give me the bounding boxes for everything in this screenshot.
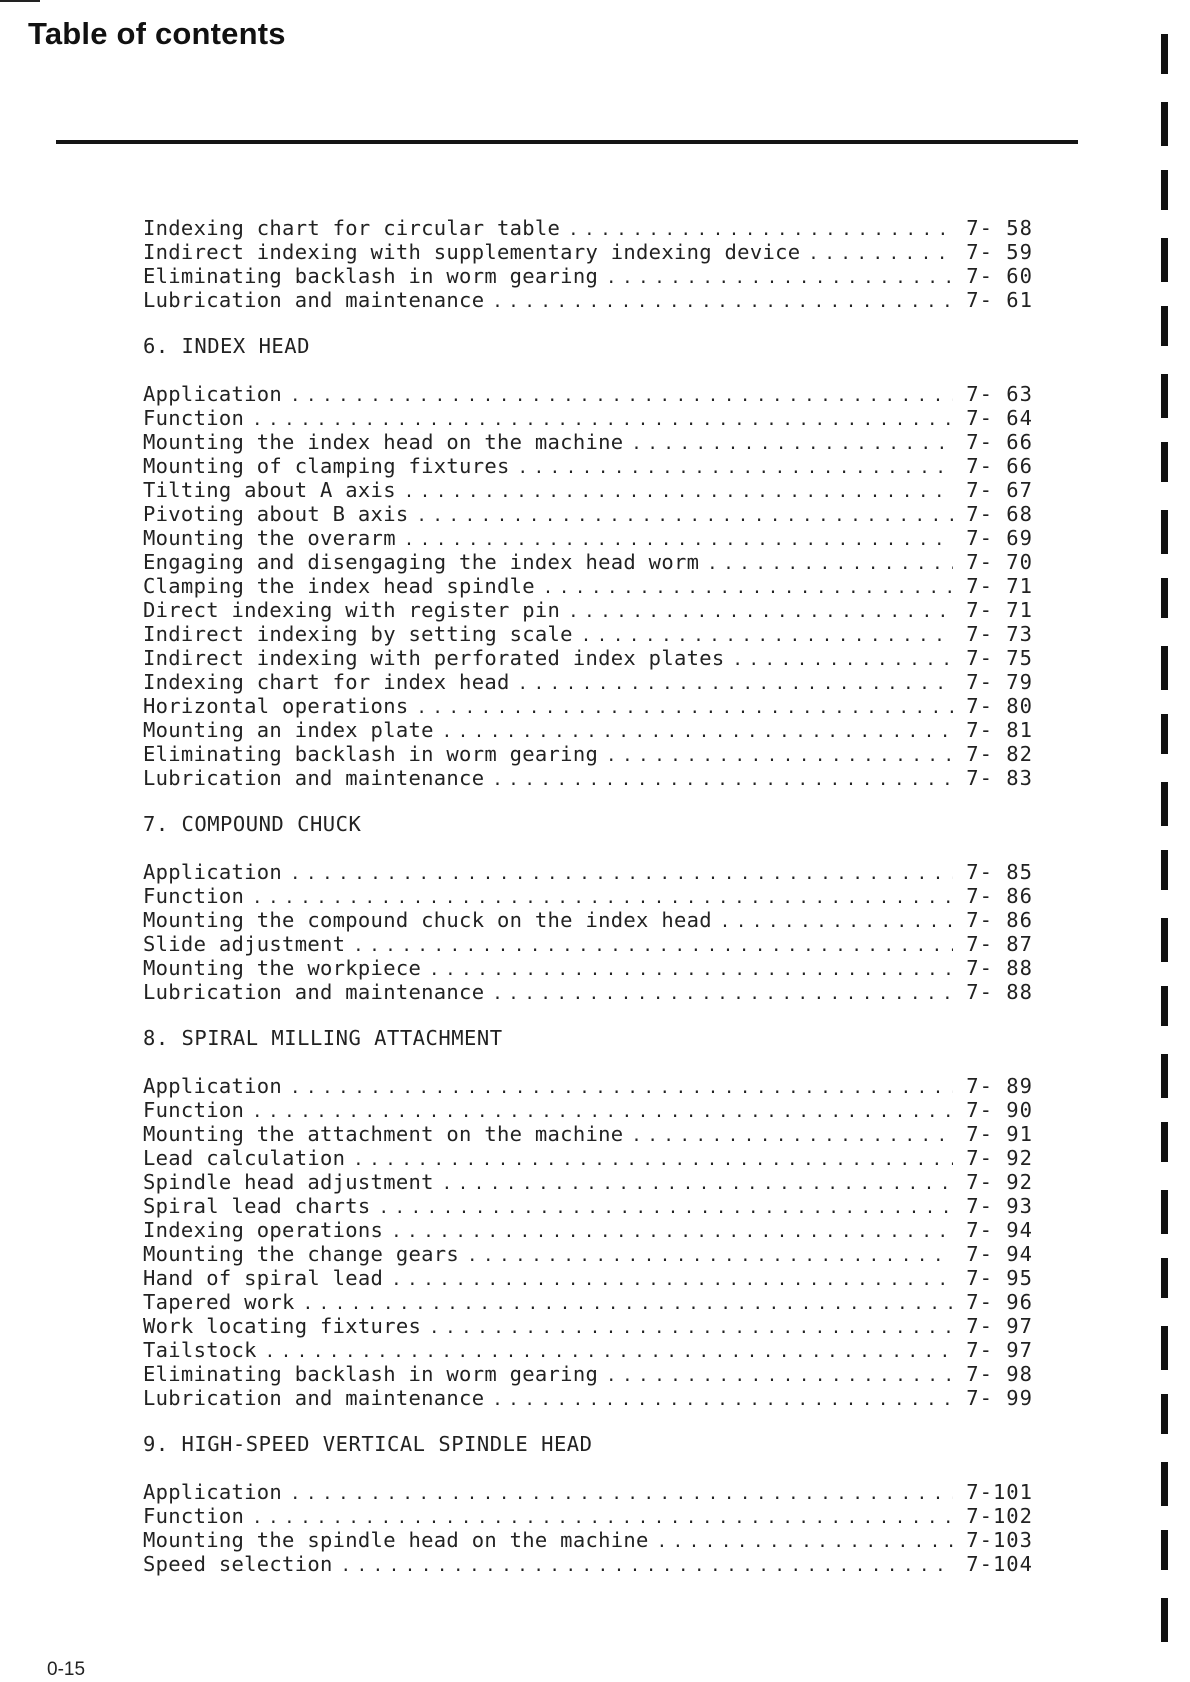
toc-entry: [143, 1314, 1033, 1338]
toc-entry: [143, 1170, 1033, 1194]
toc-entry: [143, 1218, 1033, 1242]
toc-entry: [143, 454, 1033, 478]
dot-leader: [353, 1146, 953, 1172]
margin-mark: [1161, 1190, 1168, 1234]
toc-entry-page: 7- 66: [966, 430, 1033, 454]
toc-entry-title: Lubrication and maintenance: [143, 1386, 485, 1410]
toc-entry: [143, 884, 1033, 908]
toc-entry-title: Direct indexing with register pin: [143, 598, 561, 622]
margin-mark: [1161, 374, 1168, 418]
toc-entry-title: Mounting the overarm: [143, 526, 396, 550]
section-heading: 8. SPIRAL MILLING ATTACHMENT: [143, 1026, 503, 1050]
toc-entry-title: Slide adjustment: [143, 932, 346, 956]
toc-entry: [143, 478, 1033, 502]
margin-mark: [1161, 442, 1168, 482]
toc-entry: [143, 1146, 1033, 1170]
dot-leader: [492, 766, 953, 792]
dot-leader: [467, 1242, 953, 1268]
dot-leader: [631, 430, 953, 456]
toc-entry-page: 7- 64: [966, 406, 1033, 430]
toc-entry: [143, 1194, 1033, 1218]
margin-mark: [1161, 986, 1168, 1026]
toc-entry-title: Function: [143, 1098, 245, 1122]
toc-entry-title: Pivoting about B axis: [143, 502, 409, 526]
margin-mark: [1161, 646, 1168, 690]
toc-entry-page: 7- 71: [966, 574, 1033, 598]
toc-entry: [143, 670, 1033, 694]
toc-section-index-head: [143, 334, 1033, 790]
title-rule: [56, 140, 1078, 144]
toc-entry: [143, 550, 1033, 574]
margin-mark: [1161, 1258, 1168, 1298]
toc-entry: [143, 264, 1033, 288]
toc-entry-page: 7- 68: [966, 502, 1033, 526]
dot-leader: [707, 550, 953, 576]
dot-leader: [290, 860, 953, 886]
dot-leader: [442, 1170, 953, 1196]
dot-leader: [353, 932, 953, 958]
margin-mark: [1161, 1326, 1168, 1370]
dot-leader: [416, 502, 953, 528]
toc-entry-page: 7- 73: [966, 622, 1033, 646]
dot-leader: [404, 526, 953, 552]
toc-entry-title: Hand of spiral lead: [143, 1266, 384, 1290]
toc-entry-page: 7- 60: [966, 264, 1033, 288]
toc-entry-page: 7- 91: [966, 1122, 1033, 1146]
toc-entry-page: 7- 81: [966, 718, 1033, 742]
toc-entry: [143, 1504, 1033, 1528]
margin-mark: [1161, 1530, 1168, 1570]
dot-leader: [379, 1194, 953, 1220]
margin-mark: [1161, 238, 1168, 282]
toc-entry-page: 7- 95: [966, 1266, 1033, 1290]
toc-entry: [143, 598, 1033, 622]
dot-leader: [518, 454, 953, 480]
toc-entry-title: Mounting an index plate: [143, 718, 434, 742]
toc-entry-page: 7- 88: [966, 956, 1033, 980]
toc-entry-title: Eliminating backlash in worm gearing: [143, 742, 599, 766]
toc-entry-page: 7-101: [966, 1480, 1033, 1504]
toc-entry: [143, 1480, 1033, 1504]
toc-section-compound-chuck: [143, 812, 1033, 1004]
toc-entry-title: Tapered work: [143, 1290, 295, 1314]
toc-entry-page: 7- 75: [966, 646, 1033, 670]
toc-entry: [143, 382, 1033, 406]
dot-leader: [808, 240, 953, 266]
dot-leader: [518, 670, 953, 696]
toc-entry-title: Mounting the attachment on the machine: [143, 1122, 624, 1146]
table-of-contents: [143, 216, 1033, 1598]
toc-entry: [143, 1074, 1033, 1098]
toc-entry-title: Function: [143, 406, 245, 430]
toc-entry-page: 7- 61: [966, 288, 1033, 312]
toc-entry: [143, 742, 1033, 766]
toc-entry: [143, 1362, 1033, 1386]
dot-leader: [265, 1338, 953, 1364]
toc-entry: [143, 718, 1033, 742]
margin-mark: [1161, 1598, 1168, 1642]
toc-entry-title: Tailstock: [143, 1338, 257, 1362]
toc-section-vertical-spindle: [143, 1432, 1033, 1576]
margin-mark: [1161, 1054, 1168, 1098]
toc-entry-page: 7- 97: [966, 1314, 1033, 1338]
toc-entry-title: Engaging and disengaging the index head worm: [143, 550, 700, 574]
toc-entry: [143, 1290, 1033, 1314]
toc-entry: [143, 216, 1033, 240]
toc-entry-page: 7- 58: [966, 216, 1033, 240]
toc-entry-page: 7- 86: [966, 908, 1033, 932]
toc-entry: [143, 1266, 1033, 1290]
toc-entry-page: 7- 80: [966, 694, 1033, 718]
toc-entry: [143, 240, 1033, 264]
toc-entry: [143, 288, 1033, 312]
dot-leader: [606, 264, 953, 290]
toc-entry-title: Application: [143, 382, 283, 406]
dot-leader: [657, 1528, 953, 1554]
margin-mark: [1161, 850, 1168, 890]
toc-entry-page: 7- 94: [966, 1218, 1033, 1242]
toc-entry-title: Function: [143, 884, 245, 908]
toc-entry-page: 7- 92: [966, 1146, 1033, 1170]
toc-entry-page: 7- 96: [966, 1290, 1033, 1314]
toc-entry-page: 7- 88: [966, 980, 1033, 1004]
toc-entry-page: 7- 71: [966, 598, 1033, 622]
dot-leader: [290, 1074, 953, 1100]
toc-entry: [143, 766, 1033, 790]
toc-entry-page: 7- 63: [966, 382, 1033, 406]
toc-entry-page: 7-102: [966, 1504, 1033, 1528]
dot-leader: [568, 216, 953, 242]
toc-entry-page: 7- 90: [966, 1098, 1033, 1122]
toc-entry-page: 7- 99: [966, 1386, 1033, 1410]
dot-leader: [720, 908, 953, 934]
toc-entry-page: 7- 69: [966, 526, 1033, 550]
dot-leader: [543, 574, 953, 600]
page-number: 0-15: [47, 1659, 86, 1680]
toc-entry-page: 7- 67: [966, 478, 1033, 502]
toc-entry-page: 7- 86: [966, 884, 1033, 908]
toc-entry-title: Tilting about A axis: [143, 478, 396, 502]
toc-entry-title: Mounting of clamping fixtures: [143, 454, 510, 478]
toc-entry-title: Mounting the spindle head on the machine: [143, 1528, 649, 1552]
toc-entry-title: Application: [143, 860, 283, 884]
toc-entry: [143, 980, 1033, 1004]
toc-entry: [143, 406, 1033, 430]
dot-leader: [442, 718, 953, 744]
dot-leader: [252, 1504, 953, 1530]
toc-entry-page: 7- 85: [966, 860, 1033, 884]
toc-entry-title: Speed selection: [143, 1552, 333, 1576]
toc-entry-page: 7- 98: [966, 1362, 1033, 1386]
toc-entry-page: 7- 66: [966, 454, 1033, 478]
dot-leader: [416, 694, 953, 720]
toc-entry: [143, 1338, 1033, 1362]
dot-leader: [252, 884, 953, 910]
margin-mark: [1161, 1122, 1168, 1162]
dot-leader: [492, 1386, 953, 1412]
dot-leader: [290, 1480, 953, 1506]
toc-entry-page: 7- 83: [966, 766, 1033, 790]
toc-entry: [143, 430, 1033, 454]
toc-entry-title: Indexing chart for circular table: [143, 216, 561, 240]
toc-entry-page: 7-103: [966, 1528, 1033, 1552]
toc-entry-title: Lead calculation: [143, 1146, 346, 1170]
corner-line: [0, 0, 40, 2]
margin-mark: [1161, 578, 1168, 618]
toc-entry-page: 7- 97: [966, 1338, 1033, 1362]
dot-leader: [303, 1290, 953, 1316]
toc-entry: [143, 1242, 1033, 1266]
dot-leader: [404, 478, 953, 504]
dot-leader: [429, 956, 953, 982]
toc-entry-title: Indexing operations: [143, 1218, 384, 1242]
toc-entry: [143, 622, 1033, 646]
margin-mark: [1161, 782, 1168, 826]
margin-mark: [1161, 102, 1168, 146]
dot-leader: [631, 1122, 953, 1148]
section-heading: 6. INDEX HEAD: [143, 334, 310, 358]
toc-entry-page: 7- 92: [966, 1170, 1033, 1194]
toc-entry-title: Indirect indexing with supplementary indexing device: [143, 240, 801, 264]
toc-entry-title: Work locating fixtures: [143, 1314, 422, 1338]
toc-entry: [143, 908, 1033, 932]
toc-entry-page: 7- 82: [966, 742, 1033, 766]
toc-entry-title: Lubrication and maintenance: [143, 766, 485, 790]
toc-continued-section: [143, 216, 1033, 312]
toc-entry-title: Horizontal operations: [143, 694, 409, 718]
toc-entry-title: Lubrication and maintenance: [143, 980, 485, 1004]
toc-entry: [143, 932, 1033, 956]
section-heading: 9. HIGH-SPEED VERTICAL SPINDLE HEAD: [143, 1432, 593, 1456]
margin-marks: [1161, 0, 1171, 1682]
toc-entry-title: Function: [143, 1504, 245, 1528]
margin-mark: [1161, 170, 1168, 210]
margin-mark: [1161, 918, 1168, 962]
toc-entry-title: Spindle head adjustment: [143, 1170, 434, 1194]
toc-entry: [143, 956, 1033, 980]
toc-entry-title: Mounting the workpiece: [143, 956, 422, 980]
toc-entry-page: 7- 94: [966, 1242, 1033, 1266]
dot-leader: [429, 1314, 953, 1340]
toc-entry-title: Indirect indexing by setting scale: [143, 622, 573, 646]
margin-mark: [1161, 510, 1168, 554]
toc-entry-title: Eliminating backlash in worm gearing: [143, 1362, 599, 1386]
toc-entry: [143, 694, 1033, 718]
toc-entry: [143, 1122, 1033, 1146]
toc-entry-page: 7- 59: [966, 240, 1033, 264]
toc-entry-page: 7- 79: [966, 670, 1033, 694]
dot-leader: [606, 742, 953, 768]
toc-entry: [143, 1386, 1033, 1410]
dot-leader: [492, 980, 953, 1006]
toc-entry-title: Indexing chart for index head: [143, 670, 510, 694]
margin-mark: [1161, 34, 1168, 74]
toc-entry: [143, 574, 1033, 598]
section-heading: 7. COMPOUND CHUCK: [143, 812, 362, 836]
toc-entry-page: 7- 87: [966, 932, 1033, 956]
margin-mark: [1161, 1462, 1168, 1506]
toc-entry: [143, 646, 1033, 670]
toc-entry-title: Spiral lead charts: [143, 1194, 371, 1218]
toc-entry-title: Mounting the compound chuck on the index head: [143, 908, 712, 932]
toc-entry: [143, 502, 1033, 526]
toc-entry-page: 7- 93: [966, 1194, 1033, 1218]
toc-entry-title: Application: [143, 1074, 283, 1098]
dot-leader: [341, 1552, 953, 1578]
dot-leader: [606, 1362, 953, 1388]
toc-entry-title: Eliminating backlash in worm gearing: [143, 264, 599, 288]
dot-leader: [252, 406, 953, 432]
margin-mark: [1161, 1394, 1168, 1434]
toc-entry: [143, 1552, 1033, 1576]
toc-entry-title: Mounting the change gears: [143, 1242, 460, 1266]
margin-mark: [1161, 714, 1168, 754]
dot-leader: [391, 1218, 953, 1244]
dot-leader: [568, 598, 953, 624]
toc-entry: [143, 1528, 1033, 1552]
toc-entry: [143, 526, 1033, 550]
toc-entry-page: 7- 70: [966, 550, 1033, 574]
dot-leader: [252, 1098, 953, 1124]
toc-entry-title: Clamping the index head spindle: [143, 574, 535, 598]
toc-entry-title: Lubrication and maintenance: [143, 288, 485, 312]
toc-entry-page: 7-104: [966, 1552, 1033, 1576]
toc-entry: [143, 1098, 1033, 1122]
toc-entry-title: Indirect indexing with perforated index plates: [143, 646, 725, 670]
dot-leader: [290, 382, 953, 408]
dot-leader: [391, 1266, 953, 1292]
margin-mark: [1161, 306, 1168, 346]
page-title: Table of contents: [28, 16, 286, 51]
toc-entry: [143, 860, 1033, 884]
toc-entry-page: 7- 89: [966, 1074, 1033, 1098]
toc-entry-title: Application: [143, 1480, 283, 1504]
toc-section-spiral-milling: [143, 1026, 1033, 1410]
dot-leader: [733, 646, 953, 672]
dot-leader: [492, 288, 953, 314]
toc-entry-title: Mounting the index head on the machine: [143, 430, 624, 454]
dot-leader: [581, 622, 953, 648]
